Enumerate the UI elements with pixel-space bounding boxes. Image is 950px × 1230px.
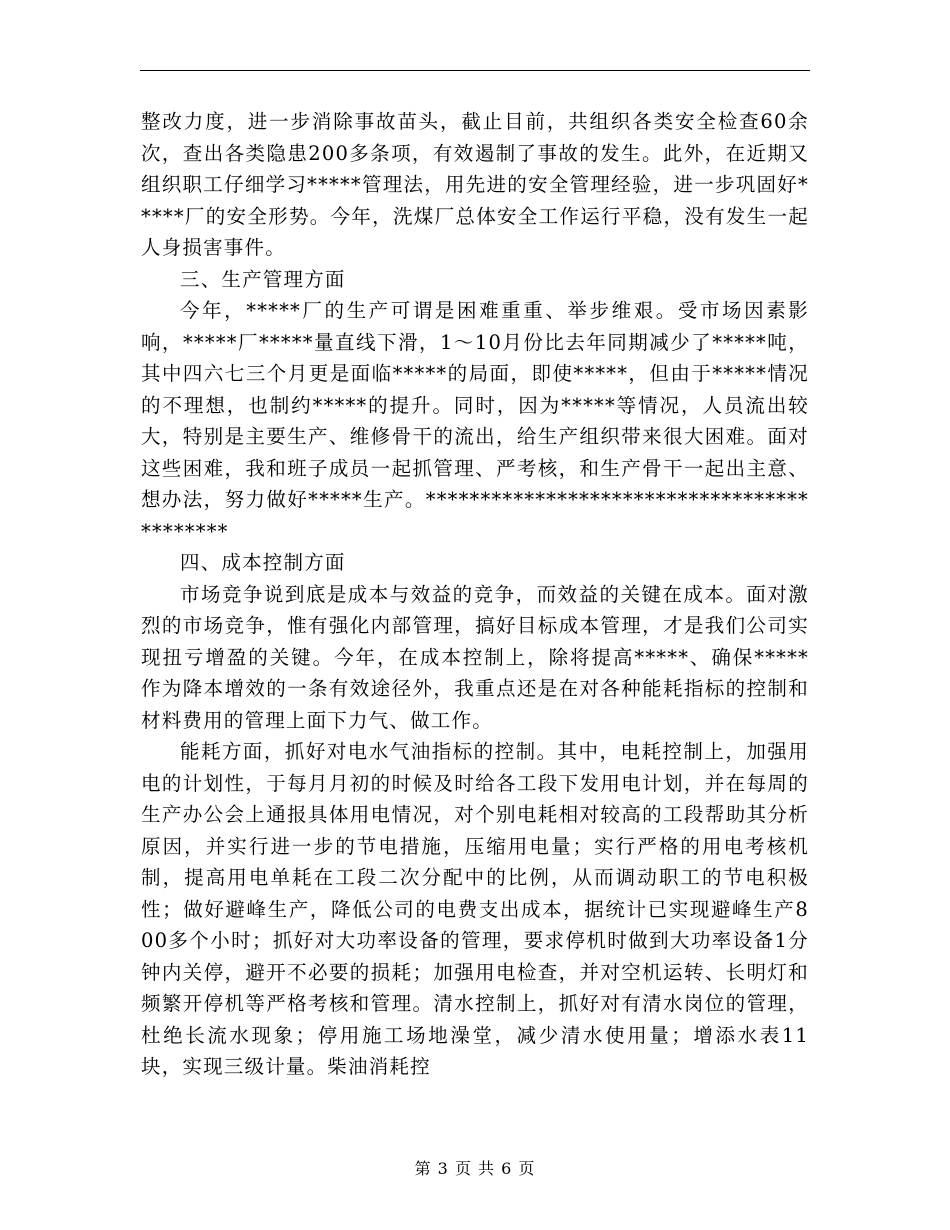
section-heading-production: 三、生产管理方面 [180,267,346,291]
page-number: 第 3 页 共 6 页 [414,1159,536,1178]
header-rule [140,70,810,71]
section-heading-cost-control: 四、成本控制方面 [180,551,346,574]
paragraph-cost-control: 市场竞争说到底是成本与效益的竞争，而效益的关键在成本。面对激烈的市场竞争，惟有强化内部管理，搞好目标成本管理，才是我们公司实现扭亏增盈的关键。今年，在成本控制上，除将提高*****、确保*****作为降本增效的一条有效途径外，我重点还是在对各种能耗指标的控制和材料费用的管理上面下力气、做工作。 [141,582,809,732]
paragraph-production: 今年，*****厂的生产可谓是困难重重、举步维艰。受市场因素影响，*****厂*****量直线下滑，1～10月份比去年同期减少了*****吨，其中四六七三个月更是面临*****的局面，即使*****，但由于*****情况的不理想，也制约*****的提升。同时，因为*****等情况，人员流出较大，特别是主要生产、维修骨干的流出，给生产组织带来很大困难。面对这些困难，我和班子成员一起抓管理、严考核，和生产骨干一起出主意、想办法，努力做好*****生产。******************************************* [141,299,809,543]
paragraph-safety-continued: 整改力度，进一步消除事故苗头，截止目前，共组织各类安全检查60余次，查出各类隐患200多条项，有效遏制了事故的发生。此外，在近期又组织职工仔细学习*****管理法，用先进的安全管理经验，进一步巩固好*****厂的安全形势。今年，洗煤厂总体安全工作运行平稳，没有发生一起人身损害事件。 [141,110,809,259]
document-body [141,106,809,1083]
paragraph-energy: 能耗方面，抓好对电水气油指标的控制。其中，电耗控制上，加强用电的计划性，于每月月初的时候及时给各工段下发用电计划，并在每周的生产办公会上通报具体用电情况，对个别电耗相对较高的工段帮助其分析原因，并实行进一步的节电措施，压缩用电量；实行严格的用电考核机制，提高用电单耗在工段二次分配中的比例，从而调动职工的节电积极性；做好避峰生产，降低公司的电费支出成本，据统计已实现避峰生产800多个小时；抓好对大功率设备的管理，要求停机时做到大功率设备1分钟内关停，避开不必要的损耗；加强用电检查，并对空机运转、长明灯和频繁开停机等严格考核和管理。清水控制上，抓好对有清水岗位的管理，杜绝长流水现象；停用施工场地澡堂，减少清水使用量；增添水表11块，实现三级计量。柴油消耗控 [141,740,809,1078]
